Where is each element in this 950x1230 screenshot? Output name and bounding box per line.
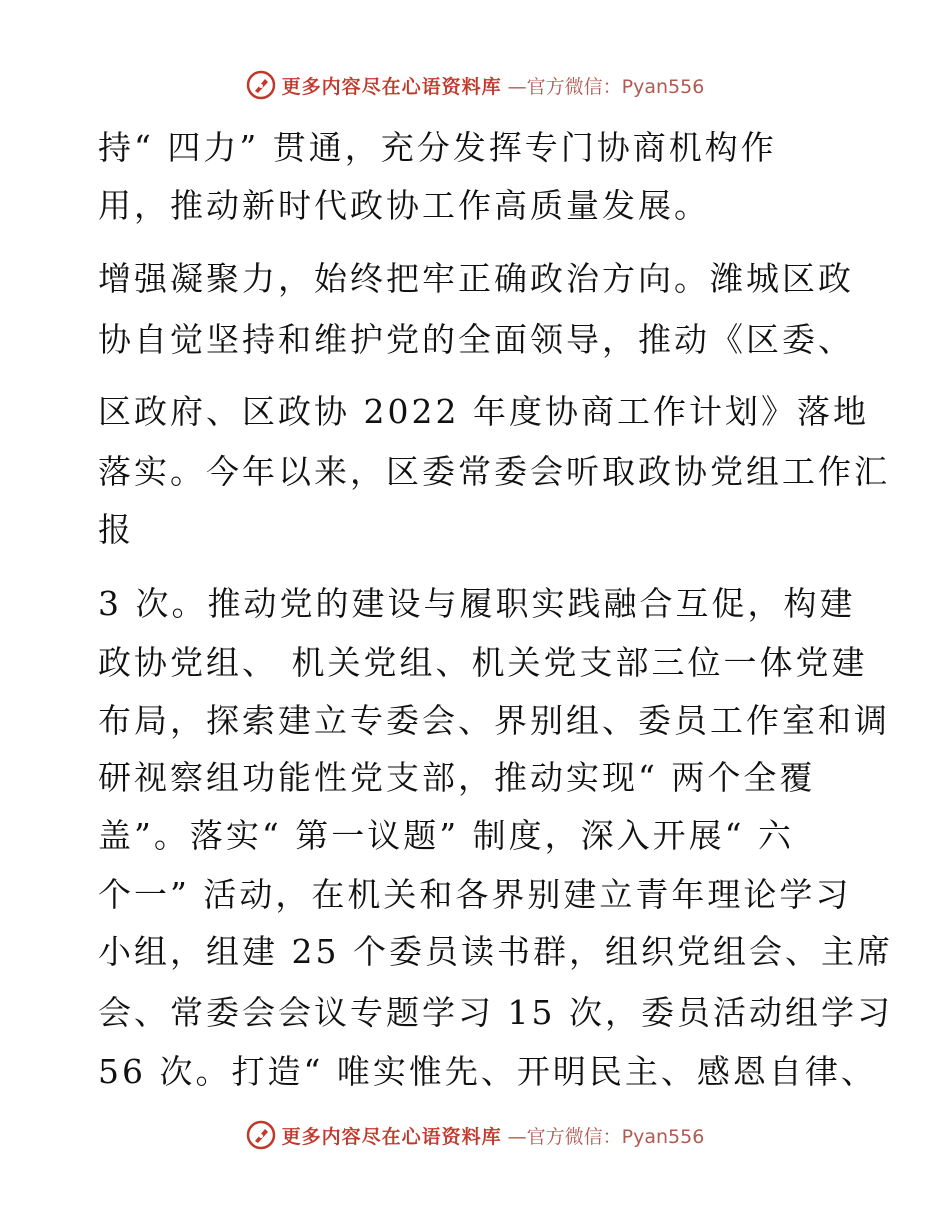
paragraph-line: 盖”。落实“ 第一议题” 制度，深入开展“ 六 [98,816,794,855]
banner-contact-text: —官方微信：Pyan556 [507,1125,705,1148]
paragraph-line: 个一” 活动，在机关和各界别建立青年理论学习 [98,875,852,914]
paragraph-line: 小组，组建 25 个委员读书群，组织党组会、主席 [98,932,893,971]
paragraph-line: 持“ 四力” 贯通，充分发挥专门协商机构作 [98,128,777,167]
paragraph-line: 3 次。推动党的建设与履职实践融合互促，构建 [98,584,856,623]
paragraph-line: 落实。今年以来，区委常委会听取政协党组工作汇 [98,452,890,491]
paragraph-line: 政协党组、 机关党组、机关党支部三位一体党建 [98,643,868,682]
pen-logo-icon [246,1120,276,1150]
banner-contact-text: —官方微信：Pyan556 [507,75,705,98]
pen-logo-icon [246,70,276,100]
banner-site-text: 更多内容尽在心语资料库 [281,75,502,98]
paragraph-line: 布局，探索建立专委会、界别组、委员工作室和调 [98,701,890,740]
paragraph-line: 研视察组功能性党支部，推动实现“ 两个全覆 [98,758,816,797]
paragraph-line: 会、常委会会议专题学习 15 次，委员活动组学习 [98,993,893,1032]
paragraph-line: 报 [98,510,134,549]
header-watermark-banner [0,70,950,110]
paragraph-line: 增强凝聚力，始终把牢正确政治方向。潍城区政 [98,259,854,298]
paragraph-line: 协自觉坚持和维护党的全面领导，推动《区委、 [98,320,854,359]
paragraph-line: 区政府、区政协 2022 年度协商工作计划》落地 [98,392,869,431]
paragraph-line: 用，推动新时代政协工作高质量发展。 [98,186,710,225]
banner-site-text: 更多内容尽在心语资料库 [281,1125,502,1148]
paragraph-line: 56 次。打造“ 唯实惟先、开明民主、感恩自律、 [98,1052,877,1091]
footer-watermark-banner [0,1120,950,1160]
